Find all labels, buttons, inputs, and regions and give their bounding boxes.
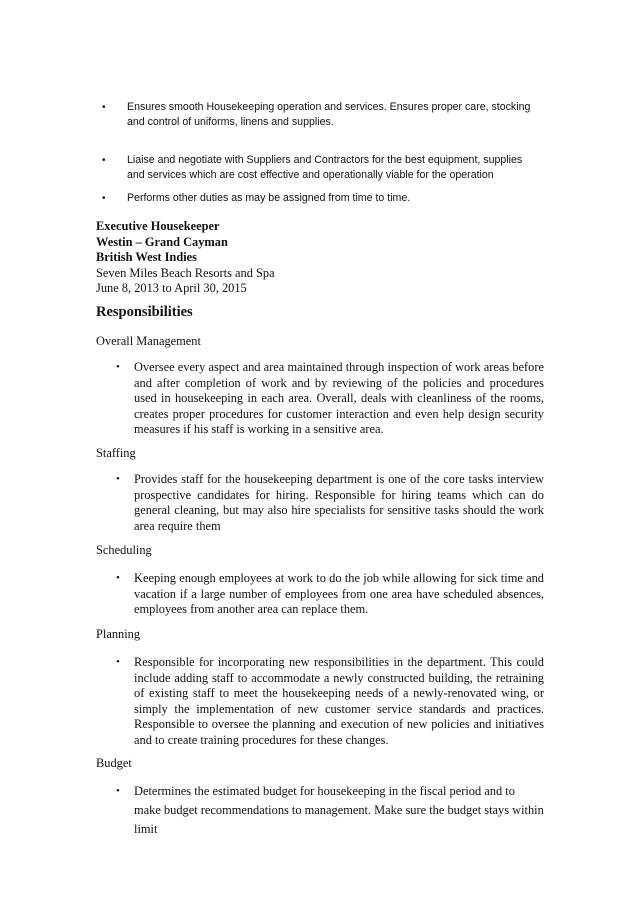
bullet-icon: • [116,473,120,485]
job-company: Westin – Grand Cayman [96,234,228,249]
section-title-overall-management: Overall Management [96,334,201,348]
job-region: British West Indies [96,250,197,264]
section-text-scheduling: Keeping enough employees at work to do the job while allowing for sick time and vacation if a large number of employees from one area have scheduled absences, employees from another area can replace them. [134,571,544,617]
job-property: Seven Miles Beach Resorts and Spa [96,265,275,280]
bullet-icon: • [102,155,106,166]
job-title: Executive Housekeeper [96,219,220,233]
bullet-icon: • [116,785,120,797]
bullet-icon: • [102,193,106,204]
section-title-staffing: Staffing [96,446,136,460]
bullet-icon: • [102,102,106,113]
section-text-budget: Determines the estimated budget for housekeeping in the fiscal period and to make budget recommendations to management. Make sure the budget stays within limit [134,784,544,836]
section-text-overall-management: Oversee every aspect and area maintained through inspection of work areas before and after completion of work and by reviewing of the policies and procedures used in housekeeping in each area. Overall, deals with cleanliness of the rooms, creates proper procedures for customer interaction and even help design security measures if his staff is working in a sensitive area. [134,360,544,437]
bullet-text: Ensures smooth Housekeeping operation and services. Ensures proper care, stocking and control of uniforms, linens and supplies. [127,101,531,128]
section-text-planning: Responsible for incorporating new responsibilities in the department. This could include adding staff to accommodate a newly constructed building, the retraining of existing staff to meet the housekeeping needs of a newly-renovated wing, or simply the implementation of new customer service standards and practices. Responsible to oversee the planning and execution of new policies and initiatives and to create training procedures for these changes. [134,655,544,747]
bullet-text: Liaise and negotiate with Suppliers and Contractors for the best equipment, supplies and services which are cost effective and operationally viable for the operation [127,154,523,181]
job-header [96,219,275,297]
bullet-text: Performs other duties as may be assigned from time to time. [127,192,411,204]
job-dates: June 8, 2013 to April 30, 2015 [96,281,247,295]
section-text-staffing: Provides staff for the housekeeping department is one of the core tasks interview prospective candidates for hiring. Responsible for hiring teams which can do general cleaning, but may also hire specialists for sensitive tasks should the work area require them [134,472,544,533]
bullet-icon: • [116,572,120,584]
section-title-budget: Budget [96,756,132,770]
section-title-scheduling: Scheduling [96,543,152,557]
bullet-icon: • [116,656,120,668]
bullet-icon: • [116,361,120,373]
responsibilities-heading: Responsibilities [96,304,193,320]
section-title-planning: Planning [96,627,141,641]
